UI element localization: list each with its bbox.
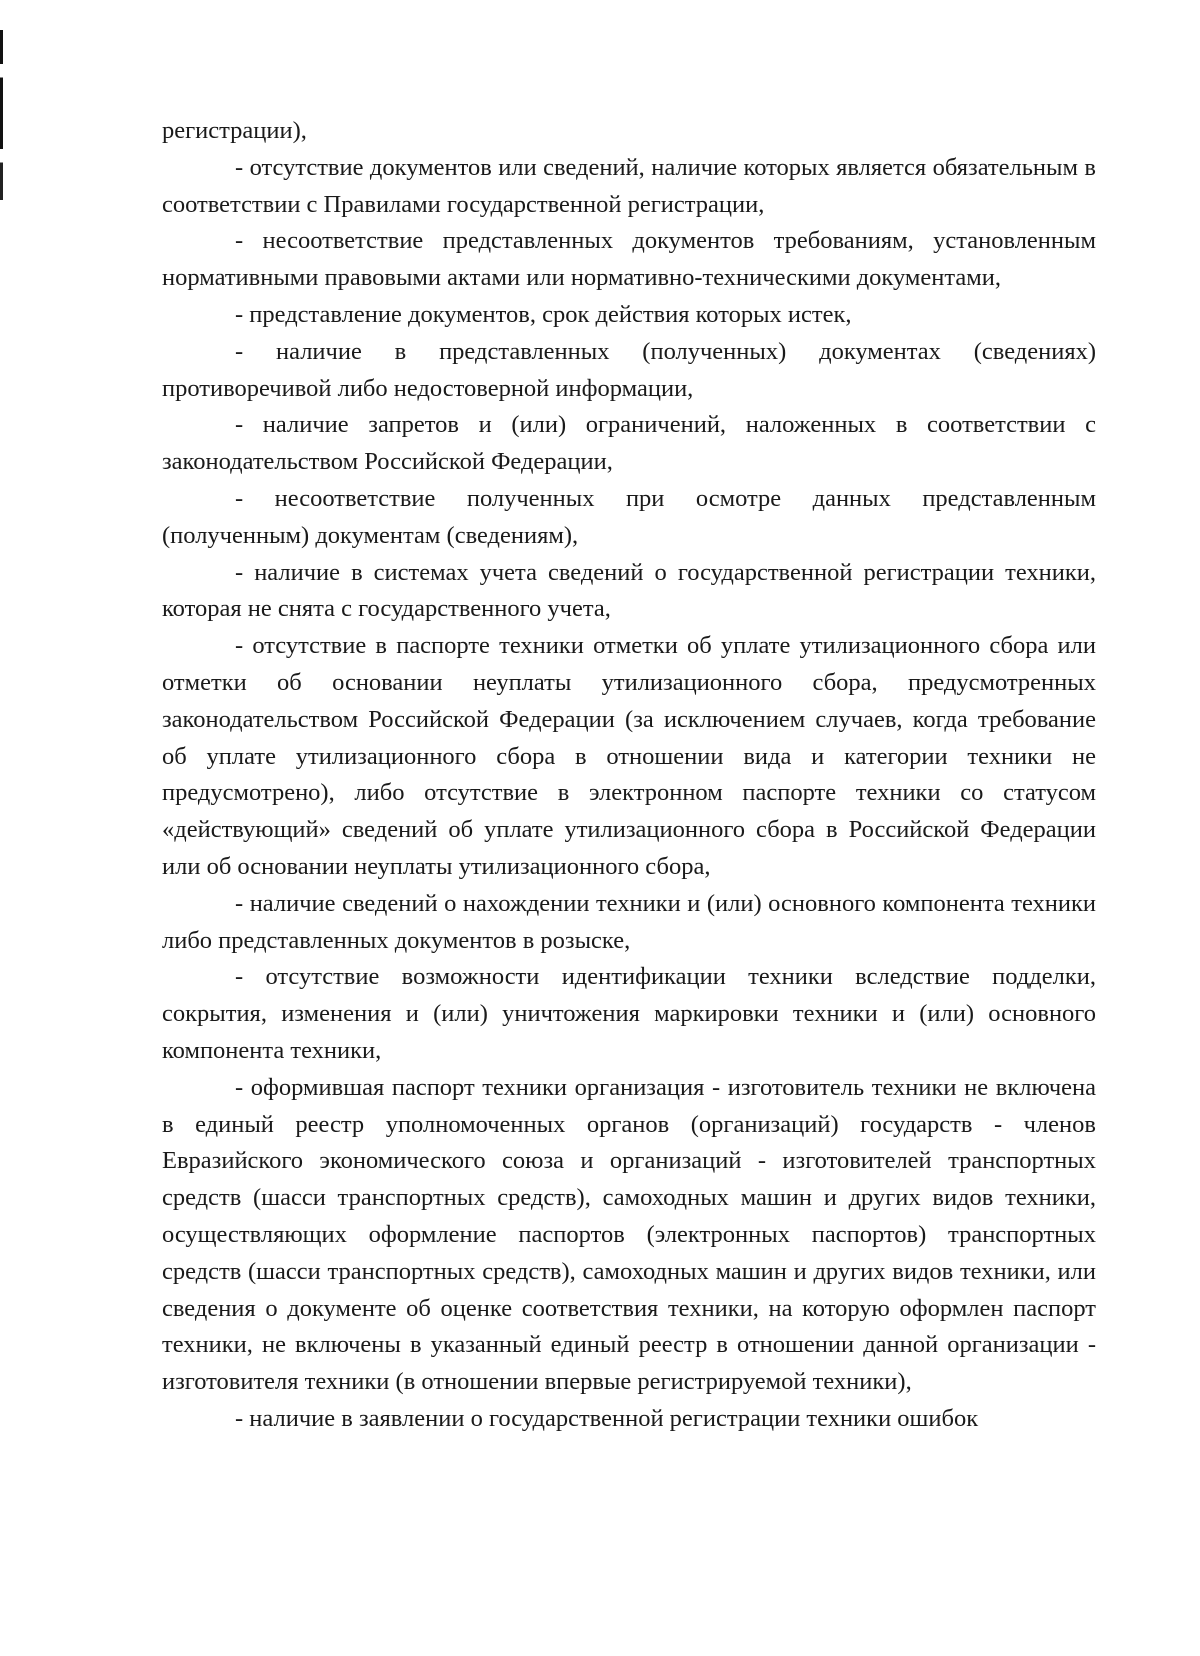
list-item-missing-documents: - отсутствие документов или сведений, наличие которых является обязательным в соответствии с Правилами государственной регистрации,	[162, 153, 1096, 218]
document-body	[162, 113, 1096, 1438]
list-item-identification-impossible: - отсутствие возможности идентификации техники вследствие подделки, сокрытия, изменения и (или) уничтожения маркировки техники и (или) основного компонента техники,	[162, 963, 1096, 1064]
list-item-contradictory-information: - наличие в представленных (полученных) документах (сведениях) противоречивой либо недостоверной информации,	[162, 337, 1096, 402]
list-item-prohibitions-restrictions: - наличие запретов и (или) ограничений, наложенных в соответствии с законодательством Российской Федерации,	[162, 411, 1096, 476]
list-item-manufacturer-registry: - оформившая паспорт техники организация - изготовитель техники не включена в единый реестр уполномоченных органов (организаций) государств - членов Евразийского экономического союза и организаций - изготовителей транспортных средств (шасси транспортных средств), самоходных машин и других видов техники, осуществляющих оформление паспортов (электронных паспортов) транспортных средств (шасси транспортных средств), самоходных машин и других видов техники, или сведения о документе об оценке соответствия техники, на которую оформлен паспорт техники, не включены в указанный единый реестр в отношении данной организации - изготовителя техники (в отношении впервые регистрируемой техники),	[162, 1073, 1096, 1396]
paragraph-continuation: регистрации),	[162, 117, 307, 144]
list-item-nonconformity-requirements: - несоответствие представленных документов требованиям, установленным нормативными правовыми актами или нормативно-техническими документами,	[162, 227, 1096, 292]
list-item-application-errors: - наличие в заявлении о государственной регистрации техники ошибок	[235, 1404, 979, 1432]
scan-edge-artifact	[0, 30, 3, 200]
list-item-wanted-list: - наличие сведений о нахождении техники и (или) основного компонента техники либо представленных документов в розыске,	[162, 889, 1096, 954]
list-item-expired-documents: - представление документов, срок действия которых истек,	[235, 300, 852, 328]
list-item-recycling-fee: - отсутствие в паспорте техники отметки об уплате утилизационного сбора или отметки об основании неуплаты утилизационного сбора, предусмотренных законодательством Российской Федерации (за исключением случаев, когда требование об уплате утилизационного сбора в отношении вида и категории техники не предусмотрено), либо отсутствие в электронном паспорте техники со статусом «действующий» сведений об уплате утилизационного сбора в Российской Федерации или об основании неуплаты утилизационного сбора,	[162, 632, 1096, 880]
list-item-not-deregistered: - наличие в системах учета сведений о государственной регистрации техники, которая не снята с государственного учета,	[162, 558, 1096, 623]
list-item-inspection-mismatch: - несоответствие полученных при осмотре данных представленным (полученным) документам (сведениям),	[162, 484, 1096, 549]
